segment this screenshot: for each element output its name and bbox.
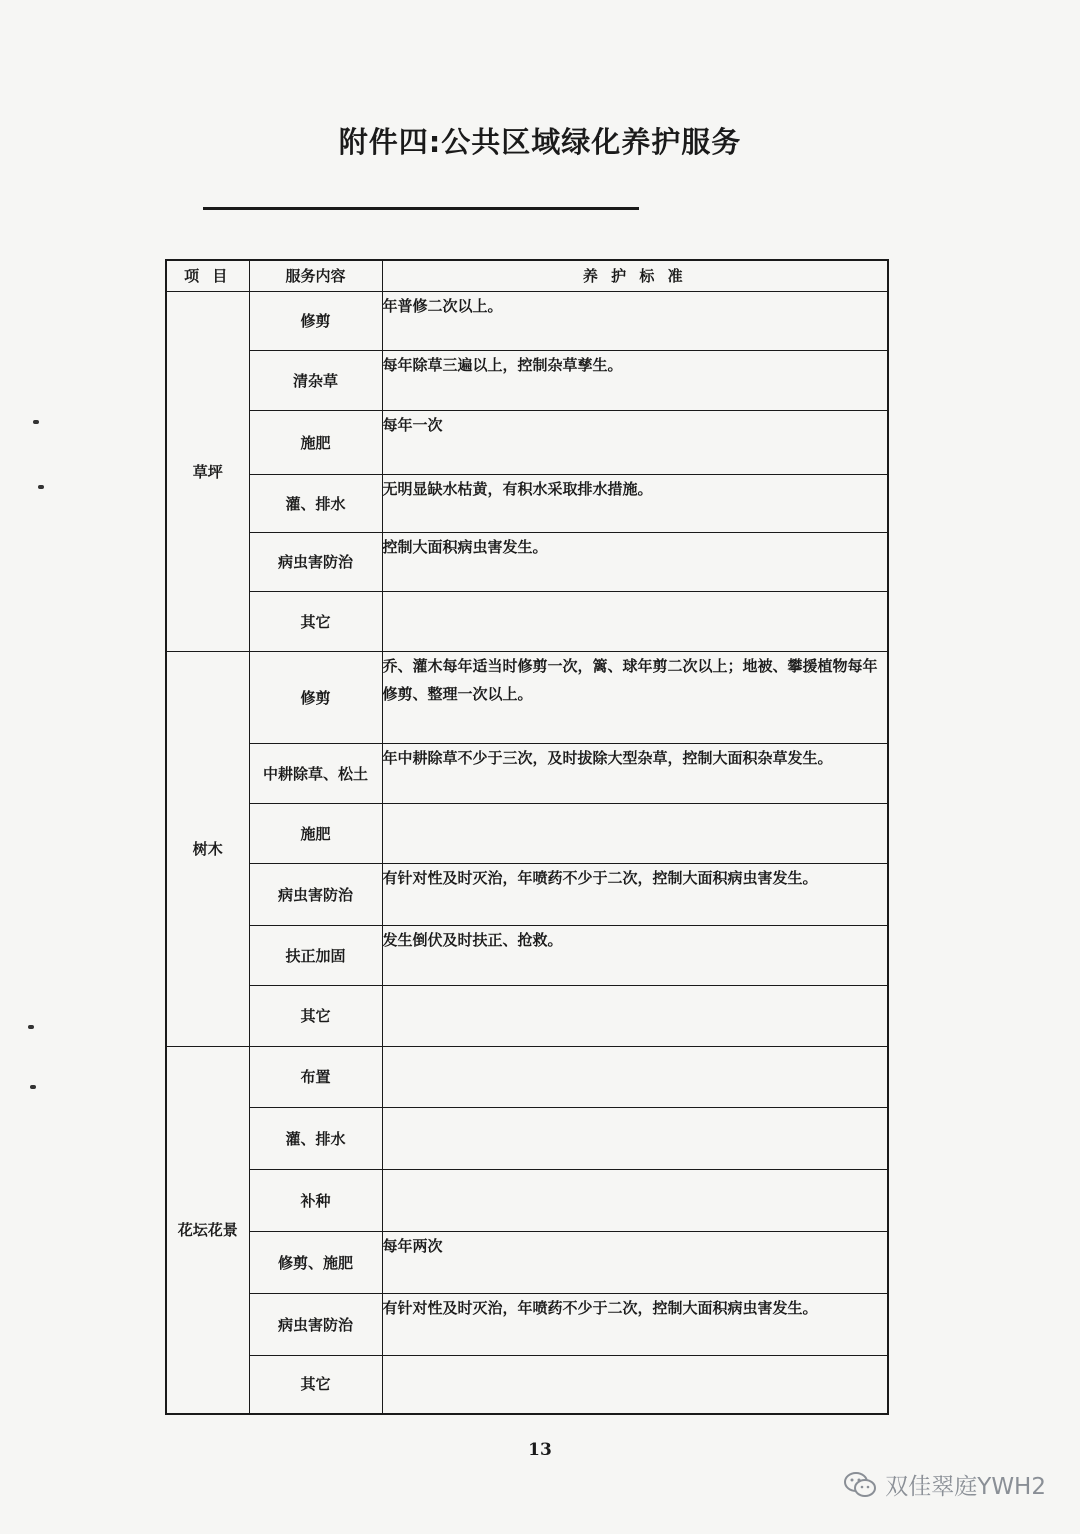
table-row (166, 592, 888, 652)
service-item-cell: 病虫害防治 (249, 1294, 382, 1356)
table-row (166, 1170, 888, 1232)
service-item-cell: 修剪 (249, 292, 382, 351)
standard-cell (382, 804, 888, 864)
service-item-cell: 病虫害防治 (249, 533, 382, 592)
service-item-cell: 施肥 (249, 411, 382, 475)
standard-cell (382, 592, 888, 652)
watermark-text: 双佳翠庭YWH2 (885, 1474, 1046, 1500)
standard-cell: 有针对性及时灭治，年喷药不少于二次，控制大面积病虫害发生。 (382, 864, 888, 926)
standard-cell (382, 1170, 888, 1232)
table-row (166, 351, 888, 411)
table-row (166, 926, 888, 986)
service-item-cell: 施肥 (249, 804, 382, 864)
table-header-row (166, 260, 888, 292)
maintenance-standards-table (165, 259, 889, 1415)
header-standard: 养 护 标 准 (382, 260, 888, 292)
service-item-cell: 中耕除草、松土 (249, 744, 382, 804)
standard-cell: 发生倒伏及时扶正、抢救。 (382, 926, 888, 986)
header-category: 项 目 (166, 260, 249, 292)
category-cell: 花坛花景 (166, 1047, 249, 1414)
title-underline (203, 207, 639, 210)
standard-cell: 每年除草三遍以上，控制杂草孳生。 (382, 351, 888, 411)
table-row (166, 411, 888, 475)
service-item-cell: 修剪 (249, 652, 382, 744)
standard-cell: 有针对性及时灭治，年喷药不少于二次，控制大面积病虫害发生。 (382, 1294, 888, 1356)
service-item-cell: 病虫害防治 (249, 864, 382, 926)
service-item-cell: 清杂草 (249, 351, 382, 411)
wechat-icon (843, 1470, 877, 1500)
standard-cell (382, 986, 888, 1047)
category-cell: 草坪 (166, 292, 249, 652)
standard-cell: 年中耕除草不少于三次，及时拔除大型杂草，控制大面积杂草发生。 (382, 744, 888, 804)
table-row (166, 475, 888, 533)
scan-speck (30, 1085, 36, 1089)
service-item-cell: 补种 (249, 1170, 382, 1232)
table-row (166, 986, 888, 1047)
table-row (166, 652, 888, 744)
table-row (166, 1232, 888, 1294)
header-service: 服务内容 (249, 260, 382, 292)
table-row (166, 1047, 888, 1108)
page-title: 附件四:公共区域绿化养护服务 (338, 125, 742, 159)
standard-cell (382, 1356, 888, 1414)
service-item-cell: 其它 (249, 986, 382, 1047)
standard-cell (382, 1108, 888, 1170)
page-number: 13 (528, 1440, 552, 1460)
service-item-cell: 灌、排水 (249, 1108, 382, 1170)
scan-speck (33, 420, 39, 424)
table-row (166, 1356, 888, 1414)
table-row (166, 804, 888, 864)
table-row (166, 864, 888, 926)
standard-cell: 年普修二次以上。 (382, 292, 888, 351)
standard-cell: 无明显缺水枯黄，有积水采取排水措施。 (382, 475, 888, 533)
standard-cell: 乔、灌木每年适当时修剪一次，篱、球年剪二次以上；地被、攀援植物每年修剪、整理一次以上。 (382, 652, 888, 744)
table-body (166, 292, 888, 1414)
watermark (843, 1468, 1046, 1501)
table-row (166, 1294, 888, 1356)
scan-speck (28, 1025, 34, 1029)
category-cell: 树木 (166, 652, 249, 1047)
table-row (166, 1108, 888, 1170)
service-item-cell: 灌、排水 (249, 475, 382, 533)
service-item-cell: 其它 (249, 592, 382, 652)
standard-cell: 每年两次 (382, 1232, 888, 1294)
service-item-cell: 布置 (249, 1047, 382, 1108)
table-row (166, 292, 888, 351)
standard-cell (382, 1047, 888, 1108)
table-row (166, 744, 888, 804)
standard-cell: 每年一次 (382, 411, 888, 475)
service-item-cell: 修剪、施肥 (249, 1232, 382, 1294)
service-item-cell: 扶正加固 (249, 926, 382, 986)
scan-speck (38, 485, 44, 489)
table-row (166, 533, 888, 592)
standard-cell: 控制大面积病虫害发生。 (382, 533, 888, 592)
service-item-cell: 其它 (249, 1356, 382, 1414)
